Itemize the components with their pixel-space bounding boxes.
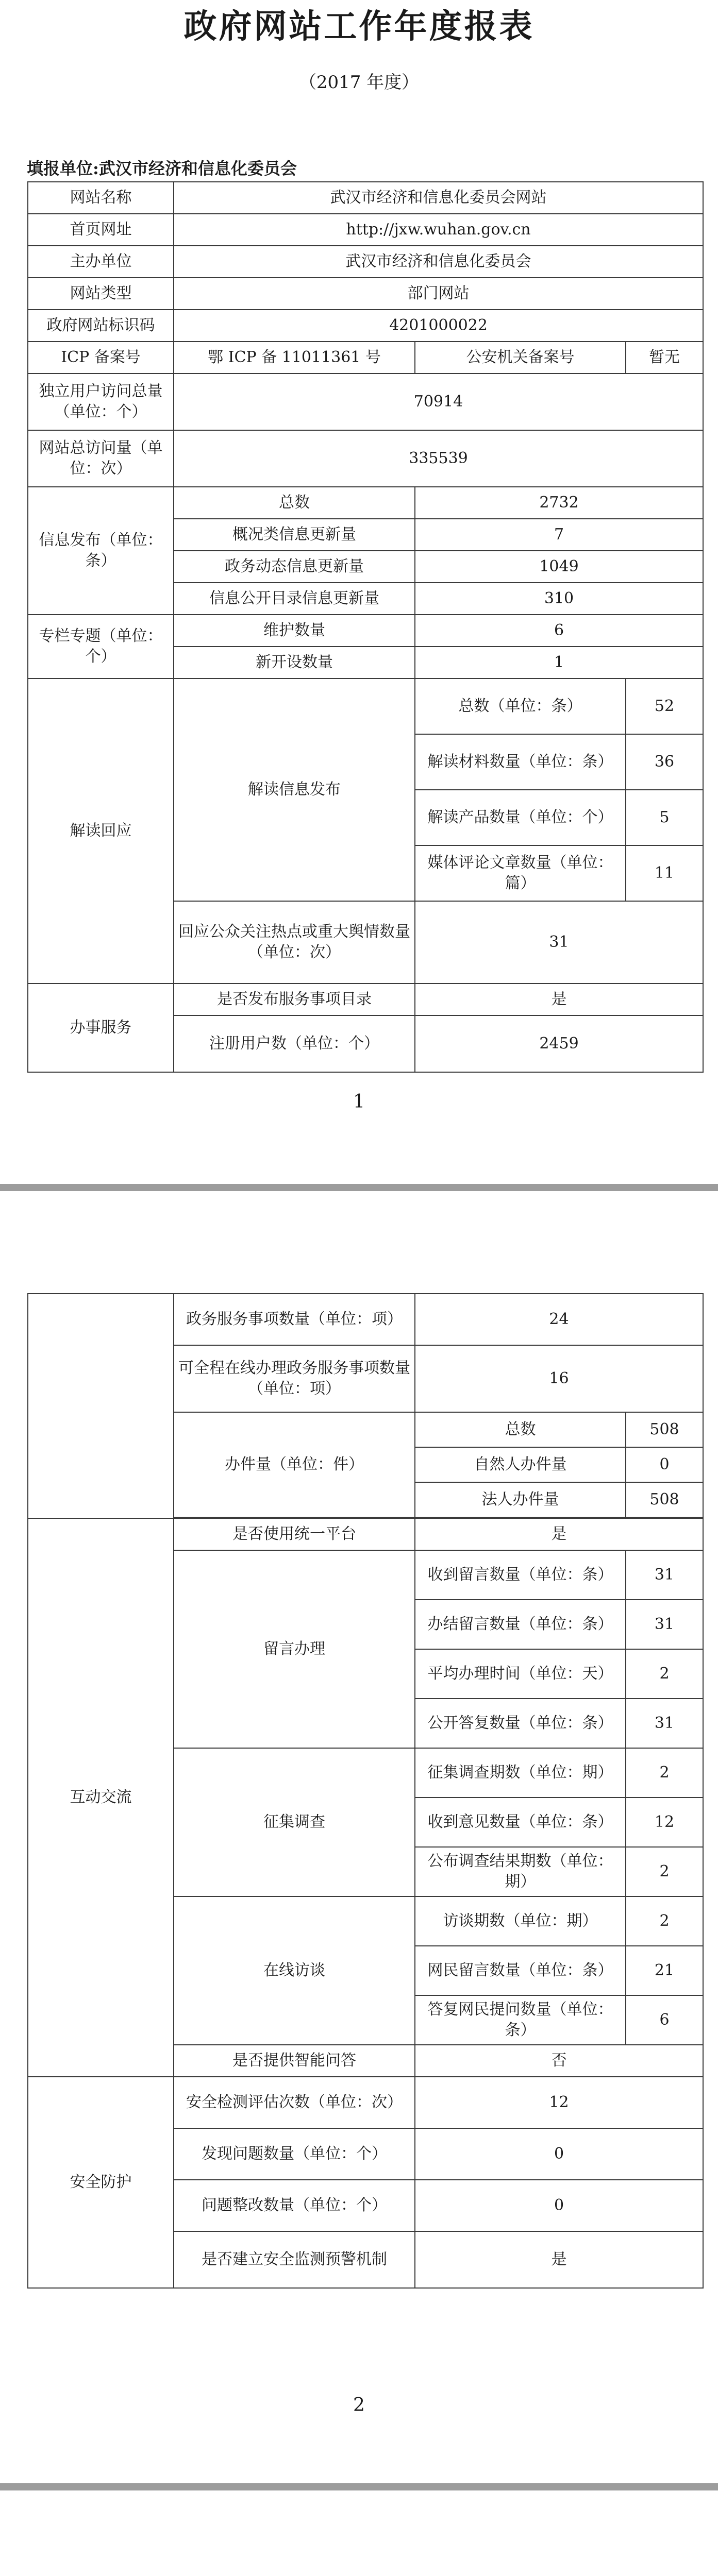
talk-msgs-value: 21 (626, 1946, 703, 1995)
page-separator-2 (0, 2483, 718, 2490)
page-separator-1 (0, 1184, 718, 1191)
talk-answers-label: 答复网民提问数量（单位：条） (415, 1995, 626, 2045)
survey-periods-value: 2 (626, 1748, 703, 1798)
info-dynamic-label: 政务动态信息更新量 (174, 551, 415, 583)
interpret-material-label: 解读材料数量（单位：条） (415, 734, 626, 790)
visitors-label: 独立用户访问总量（单位：个） (28, 374, 174, 430)
info-dynamic-value: 1049 (415, 551, 703, 583)
talk-msgs-label: 网民留言数量（单位：条） (415, 1946, 626, 1995)
volume-total-label: 总数 (415, 1412, 626, 1447)
icp-value: 鄂 ICP 备 11011361 号 (174, 342, 415, 374)
interpret-sub-label: 解读信息发布 (174, 679, 415, 901)
fixed-value: 0 (415, 2180, 703, 2231)
msg-pub-label: 公开答复数量（单位：条） (415, 1699, 626, 1748)
smart-label: 是否提供智能问答 (174, 2045, 415, 2077)
msg-label: 留言办理 (174, 1550, 415, 1748)
interpret-product-label: 解读产品数量（单位：个） (415, 790, 626, 845)
service-users-value: 2459 (415, 1015, 703, 1072)
checks-value: 12 (415, 2077, 703, 2128)
interpret-media-label: 媒体评论文章数量（单位：篇） (415, 845, 626, 901)
page-number-1: 1 (353, 1091, 365, 1112)
talk-periods-label: 访谈期数（单位：期） (415, 1896, 626, 1946)
host-unit-value: 武汉市经济和信息化委员会 (174, 246, 703, 278)
survey-result-value: 2 (626, 1847, 703, 1896)
site-name-value: 武汉市经济和信息化委员会网站 (174, 182, 703, 214)
issues-label: 发现问题数量（单位：个） (174, 2128, 415, 2180)
page-3 (0, 2490, 718, 2576)
msg-time-value: 2 (626, 1649, 703, 1699)
interpret-group-label: 解读回应 (28, 679, 174, 984)
checks-label: 安全检测评估次数（单位：次） (174, 2077, 415, 2128)
site-name-label: 网站名称 (28, 182, 174, 214)
interpret-total-label: 总数（单位：条） (415, 679, 626, 734)
site-code-label: 政府网站标识码 (28, 310, 174, 342)
report-year: （2017 年度） (298, 72, 420, 93)
column-maint-value: 6 (415, 615, 703, 647)
service-online-value: 16 (415, 1345, 703, 1412)
police-record-value: 暂无 (626, 342, 703, 374)
page-1 (0, 0, 718, 1184)
column-new-label: 新开设数量 (174, 647, 415, 679)
service-online-label: 可全程在线办理政务服务事项数量（单位：项） (174, 1345, 415, 1412)
site-type-label: 网站类型 (28, 278, 174, 310)
interpret-product-value: 5 (626, 790, 703, 845)
monitor-value: 是 (415, 2231, 703, 2288)
info-disclosure-label: 信息公开目录信息更新量 (174, 583, 415, 615)
info-overview-value: 7 (415, 519, 703, 551)
host-unit-label: 主办单位 (28, 246, 174, 278)
platform-label: 是否使用统一平台 (174, 1518, 415, 1550)
filer-unit: 填报单位:武汉市经济和信息化委员会 (27, 159, 297, 178)
info-total-label: 总数 (174, 487, 415, 519)
interact-group-label: 互动交流 (28, 1518, 174, 2077)
column-group-label: 专栏专题（单位：个） (28, 615, 174, 679)
service-users-label: 注册用户数（单位：个） (174, 1015, 415, 1072)
interpret-material-value: 36 (626, 734, 703, 790)
msg-pub-value: 31 (626, 1699, 703, 1748)
icp-label: ICP 备案号 (28, 342, 174, 374)
info-overview-label: 概况类信息更新量 (174, 519, 415, 551)
visits-label: 网站总访问量（单位：次） (28, 430, 174, 487)
volume-total-value: 508 (626, 1412, 703, 1447)
service-items-value: 24 (415, 1294, 703, 1345)
report-table-1 (27, 181, 704, 1073)
msg-done-value: 31 (626, 1600, 703, 1649)
survey-periods-label: 征集调查期数（单位：期） (415, 1748, 626, 1798)
info-disclosure-value: 310 (415, 583, 703, 615)
visitors-value: 70914 (174, 374, 703, 430)
fixed-label: 问题整改数量（单位：个） (174, 2180, 415, 2231)
talk-label: 在线访谈 (174, 1896, 415, 2045)
column-maint-label: 维护数量 (174, 615, 415, 647)
site-type-value: 部门网站 (174, 278, 703, 310)
legal-value: 508 (626, 1482, 703, 1517)
volume-label: 办件量（单位：件） (174, 1412, 415, 1517)
survey-opinions-label: 收到意见数量（单位：条） (415, 1798, 626, 1847)
legal-label: 法人办件量 (415, 1482, 626, 1517)
visits-value: 335539 (174, 430, 703, 487)
info-total-value: 2732 (415, 487, 703, 519)
msg-recv-value: 31 (626, 1550, 703, 1600)
survey-result-label: 公布调查结果期数（单位：期） (415, 1847, 626, 1896)
interpret-response-value: 31 (415, 901, 703, 984)
home-url-value: http://jxw.wuhan.gov.cn (174, 214, 703, 246)
msg-done-label: 办结留言数量（单位：条） (415, 1600, 626, 1649)
police-record-label: 公安机关备案号 (415, 342, 626, 374)
service-group-label: 办事服务 (28, 984, 174, 1072)
msg-time-label: 平均办理时间（单位：天） (415, 1649, 626, 1699)
msg-recv-label: 收到留言数量（单位：条） (415, 1550, 626, 1600)
service-items-label: 政务服务事项数量（单位：项） (174, 1294, 415, 1345)
interpret-total-value: 52 (626, 679, 703, 734)
platform-value: 是 (415, 1518, 703, 1550)
issues-value: 0 (415, 2128, 703, 2180)
service-publish-value: 是 (415, 984, 703, 1015)
smart-value: 否 (415, 2045, 703, 2077)
natural-value: 0 (626, 1447, 703, 1482)
page-2 (0, 1191, 718, 2483)
info-group-label: 信息发布（单位：条） (28, 487, 174, 615)
site-code-value: 4201000022 (174, 310, 703, 342)
service-publish-label: 是否发布服务事项目录 (174, 984, 415, 1015)
column-new-value: 1 (415, 647, 703, 679)
natural-label: 自然人办件量 (415, 1447, 626, 1482)
interpret-media-value: 11 (626, 845, 703, 901)
security-group-label: 安全防护 (28, 2077, 174, 2288)
survey-opinions-value: 12 (626, 1798, 703, 1847)
home-url-label: 首页网址 (28, 214, 174, 246)
monitor-label: 是否建立安全监测预警机制 (174, 2231, 415, 2288)
talk-answers-value: 6 (626, 1995, 703, 2045)
report-title: 政府网站工作年度报表 (183, 7, 535, 46)
report-table-2 (27, 1293, 704, 2289)
interpret-response-label: 回应公众关注热点或重大舆情数量（单位：次） (174, 901, 415, 984)
talk-periods-value: 2 (626, 1896, 703, 1946)
survey-label: 征集调查 (174, 1748, 415, 1896)
page-number-2: 2 (353, 2395, 365, 2416)
